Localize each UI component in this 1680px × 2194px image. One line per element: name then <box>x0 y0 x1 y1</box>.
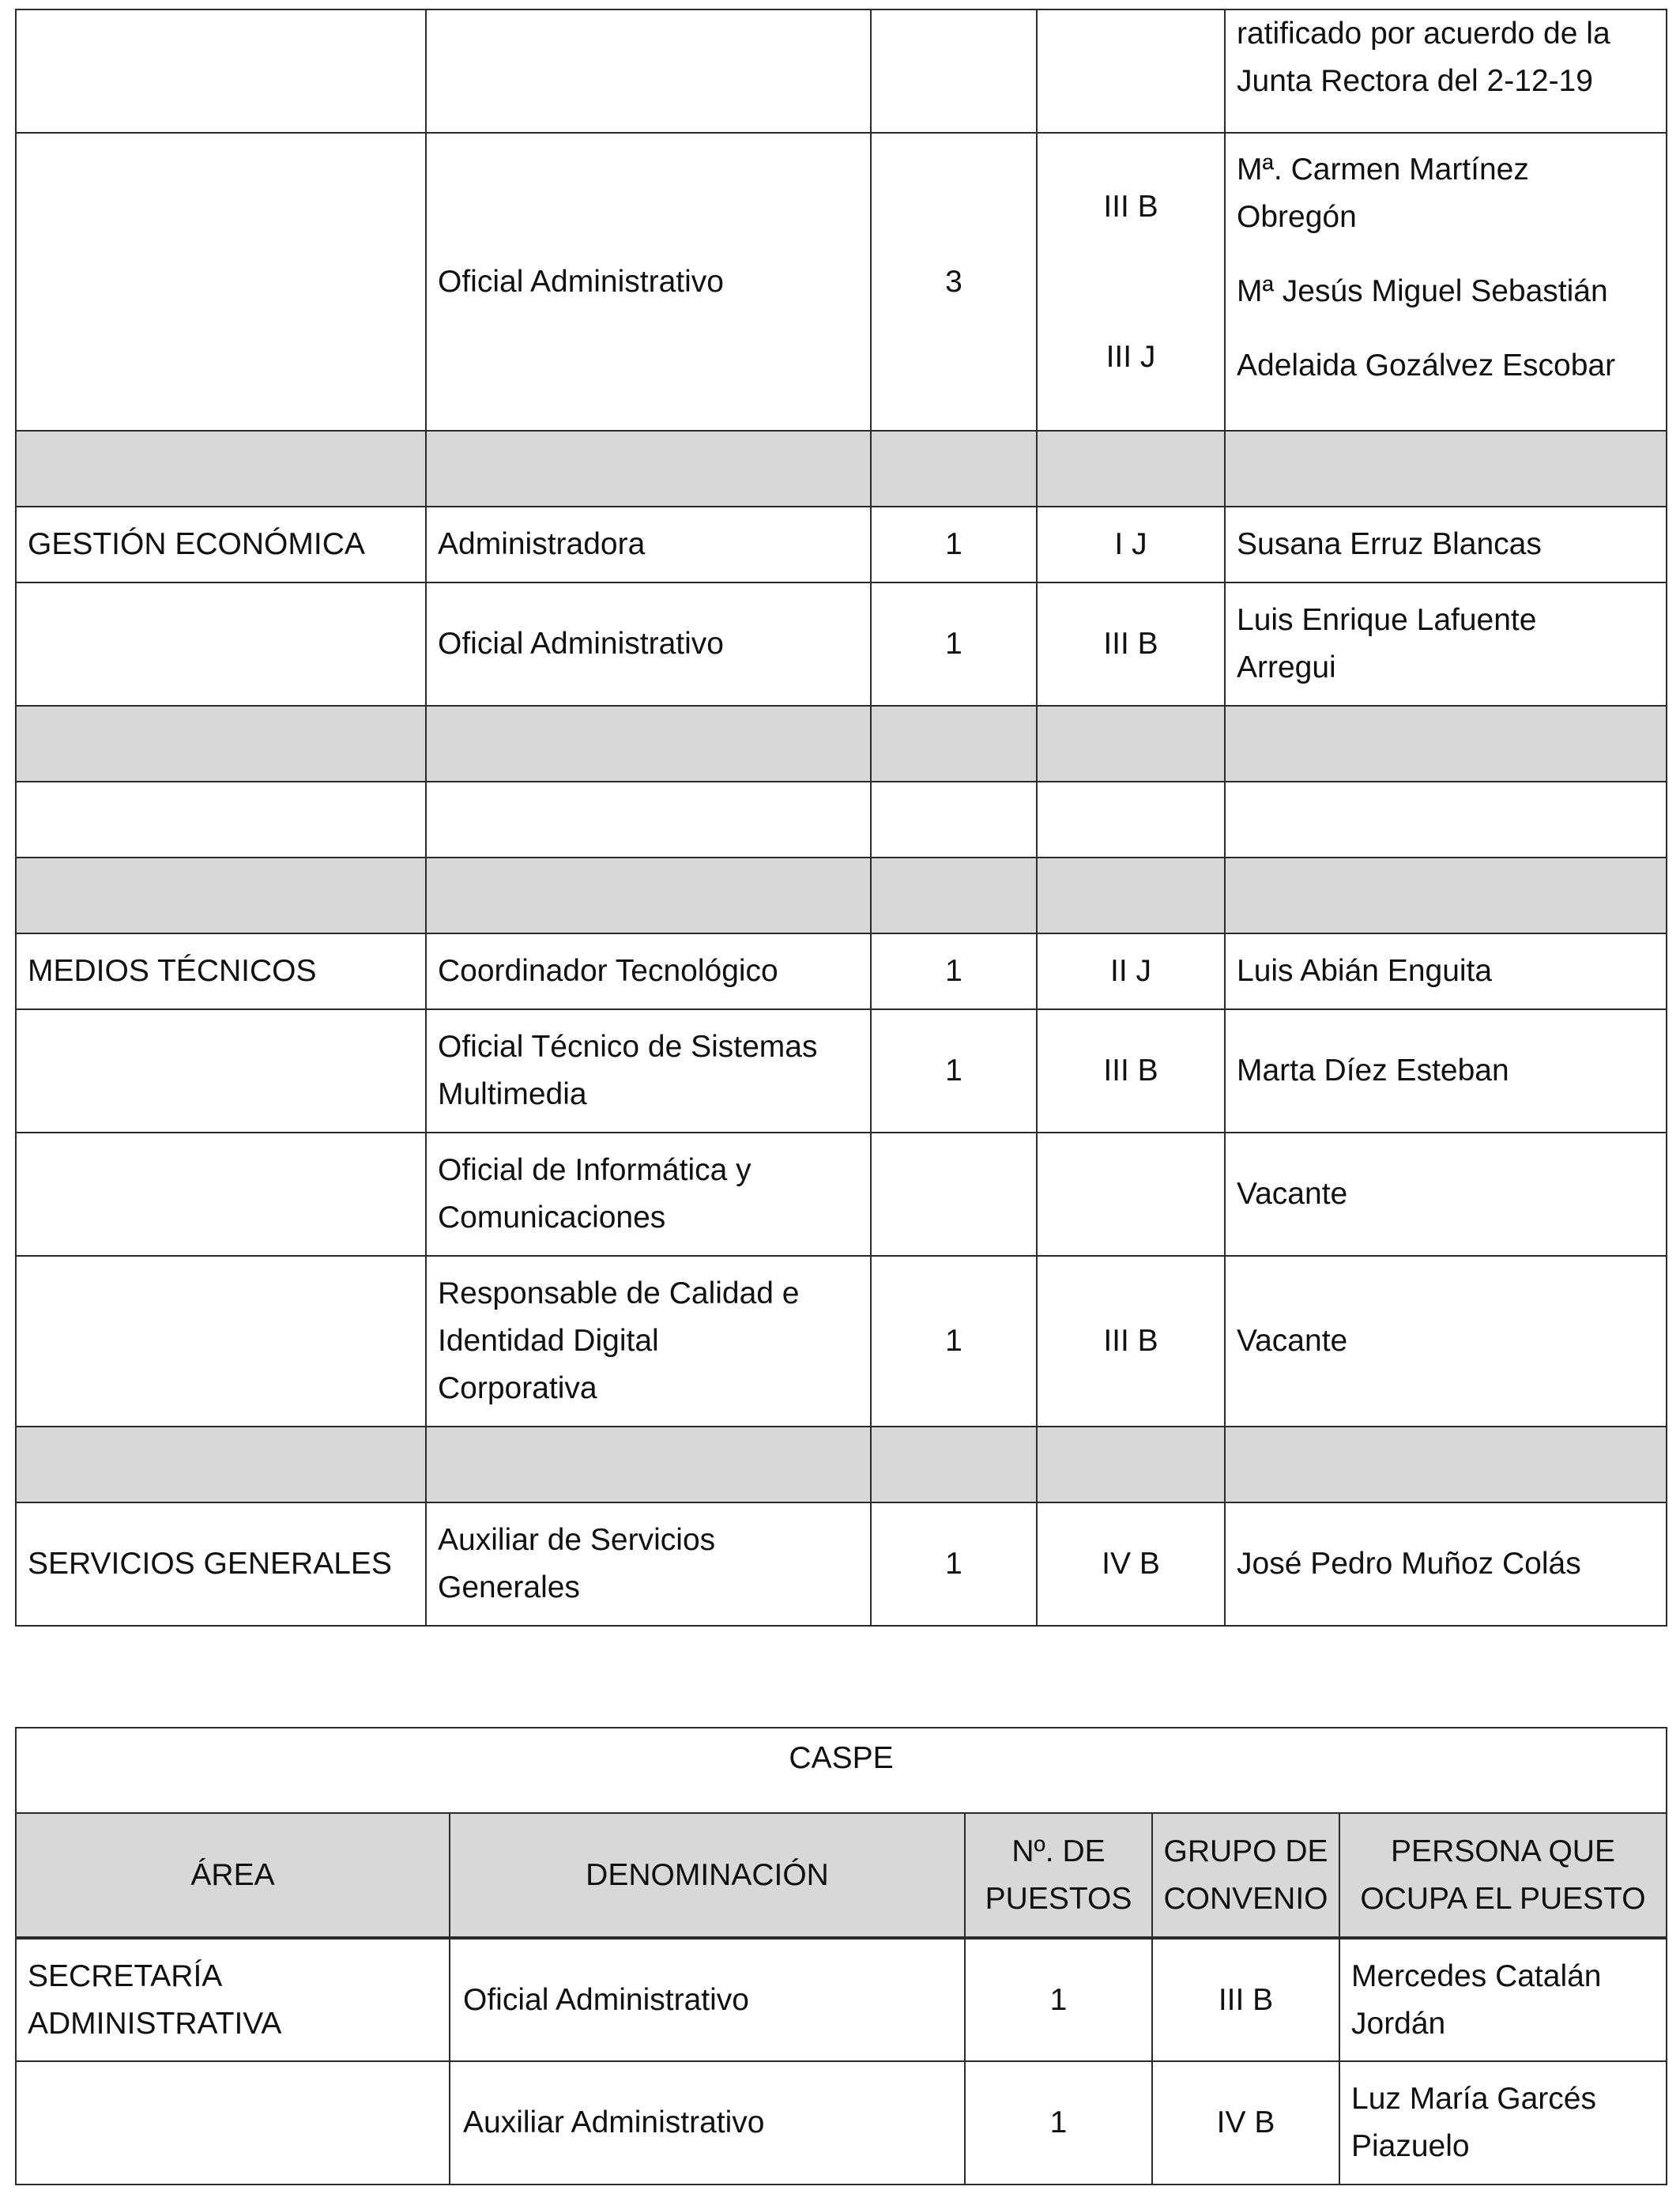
area-cell <box>16 1009 426 1133</box>
header-line: PUESTOS <box>985 1881 1132 1916</box>
denominacion-line: Oficial Técnico de Sistemas <box>438 1030 818 1064</box>
denominacion-cell: Administradora <box>426 507 871 582</box>
caspe-table <box>15 1727 1667 2185</box>
separator-row <box>16 1427 1667 1502</box>
denominacion-line: Generales <box>438 1570 580 1604</box>
denominacion-cell <box>426 1502 871 1626</box>
area-cell <box>16 1256 426 1427</box>
denominacion-cell: Coordinador Tecnológico <box>426 933 871 1009</box>
puestos-cell: 1 <box>871 1502 1037 1626</box>
grupo-cell: IV B <box>1037 1502 1225 1626</box>
denominacion-line: Auxiliar de Servicios <box>438 1523 716 1557</box>
area-cell <box>16 2061 450 2185</box>
area-line: SECRETARÍA <box>28 1958 223 1993</box>
grupo-cell: III B <box>1152 1938 1339 2061</box>
header-persona <box>1339 1813 1667 1938</box>
area-cell <box>16 133 426 431</box>
denominacion-cell <box>426 1133 871 1256</box>
puestos-cell: 1 <box>871 933 1037 1009</box>
persona-line: Junta Rectora del 2-12-19 <box>1237 64 1593 98</box>
separator-row <box>16 706 1667 782</box>
header-line: Nº. DE <box>1011 1834 1106 1868</box>
area-cell: MEDIOS TÉCNICOS <box>16 933 426 1009</box>
persona-cell: Marta Díez Esteban <box>1225 1009 1667 1133</box>
header-line: PERSONA QUE <box>1391 1834 1615 1868</box>
header-area: ÁREA <box>16 1813 450 1938</box>
persona-line: Luis Enrique Lafuente <box>1237 603 1537 637</box>
grupo-line: III J <box>1106 339 1156 374</box>
persona-cell <box>1225 582 1667 706</box>
table-row <box>16 582 1667 706</box>
persona-cell: Susana Erruz Blancas <box>1225 507 1667 582</box>
puestos-cell <box>871 9 1037 133</box>
puestos-cell: 1 <box>871 507 1037 582</box>
table-row <box>16 1009 1667 1133</box>
persona-line: Obregón <box>1237 200 1357 234</box>
denominacion-cell <box>426 1256 871 1427</box>
table-row <box>16 933 1667 1009</box>
denominacion-cell: Auxiliar Administrativo <box>450 2061 965 2185</box>
area-cell <box>16 1938 450 2061</box>
header-line: CONVENIO <box>1163 1881 1328 1916</box>
area-cell <box>16 582 426 706</box>
empty-row <box>16 782 1667 858</box>
denominacion-line: Oficial de Informática y <box>438 1153 751 1187</box>
grupo-cell: IV B <box>1152 2061 1339 2185</box>
denominacion-line: Identidad Digital <box>438 1324 659 1358</box>
persona-cell <box>1225 9 1667 133</box>
table-row <box>16 1938 1667 2061</box>
grupo-cell <box>1037 9 1225 133</box>
header-row <box>16 1813 1667 1938</box>
puestos-cell: 3 <box>871 133 1037 431</box>
persona-line: Adelaida Gozálvez Escobar <box>1237 349 1616 383</box>
persona-line: Mercedes Catalán <box>1351 1958 1602 1993</box>
persona-line: ratificado por acuerdo de la <box>1237 17 1610 51</box>
header-line: GRUPO DE <box>1163 1834 1328 1868</box>
header-grupo <box>1152 1813 1339 1938</box>
denominacion-cell: Oficial Administrativo <box>426 582 871 706</box>
persona-line: Mª. Carmen Martínez <box>1237 153 1529 187</box>
table-row <box>16 1502 1667 1626</box>
area-cell <box>16 9 426 133</box>
area-cell: SERVICIOS GENERALES <box>16 1502 426 1626</box>
persona-cell: Luis Abián Enguita <box>1225 933 1667 1009</box>
denominacion-cell: Oficial Administrativo <box>426 133 871 431</box>
denominacion-cell: Oficial Administrativo <box>450 1938 965 2061</box>
table-row <box>16 133 1667 431</box>
area-cell: GESTIÓN ECONÓMICA <box>16 507 426 582</box>
persona-line: Luz María Garcés <box>1351 2082 1596 2116</box>
denominacion-line: Comunicaciones <box>438 1201 666 1235</box>
table-row <box>16 9 1667 133</box>
denominacion-line: Responsable de Calidad e <box>438 1276 800 1310</box>
separator-row <box>16 858 1667 933</box>
puestos-cell: 1 <box>871 1009 1037 1133</box>
persona-cell <box>1339 2061 1667 2185</box>
staff-table-continued <box>15 9 1667 1627</box>
caption-row <box>16 1728 1667 1813</box>
grupo-cell <box>1037 133 1225 431</box>
denominacion-cell <box>426 9 871 133</box>
grupo-cell <box>1037 1133 1225 1256</box>
puestos-cell <box>871 1133 1037 1256</box>
persona-cell: José Pedro Muñoz Colás <box>1225 1502 1667 1626</box>
grupo-cell: III B <box>1037 1009 1225 1133</box>
grupo-cell: III B <box>1037 582 1225 706</box>
grupo-cell: III B <box>1037 1256 1225 1427</box>
grupo-line: III B <box>1103 189 1158 224</box>
grupo-cell: I J <box>1037 507 1225 582</box>
persona-line: Mª Jesús Miguel Sebastián <box>1237 274 1608 308</box>
grupo-cell: II J <box>1037 933 1225 1009</box>
persona-cell <box>1339 1938 1667 2061</box>
persona-cell: Vacante <box>1225 1133 1667 1256</box>
persona-line: Arregui <box>1237 650 1336 684</box>
table-caption: CASPE <box>16 1728 1667 1813</box>
area-line: ADMINISTRATIVA <box>28 2006 282 2041</box>
table-row <box>16 1256 1667 1427</box>
puestos-cell: 1 <box>965 1938 1152 2061</box>
puestos-cell: 1 <box>871 1256 1037 1427</box>
persona-line: Piazuelo <box>1351 2129 1470 2163</box>
denominacion-cell <box>426 1009 871 1133</box>
table-row <box>16 1133 1667 1256</box>
area-cell <box>16 1133 426 1256</box>
denominacion-line: Multimedia <box>438 1077 587 1111</box>
persona-cell: Vacante <box>1225 1256 1667 1427</box>
header-puestos <box>965 1813 1152 1938</box>
header-denominacion: DENOMINACIÓN <box>450 1813 965 1938</box>
separator-row <box>16 431 1667 507</box>
header-line: OCUPA EL PUESTO <box>1360 1881 1646 1916</box>
persona-cell <box>1225 133 1667 431</box>
persona-line: Jordán <box>1351 2006 1446 2041</box>
puestos-cell: 1 <box>965 2061 1152 2185</box>
table-row <box>16 2061 1667 2185</box>
denominacion-line: Corporativa <box>438 1371 597 1405</box>
table-row <box>16 507 1667 582</box>
puestos-cell: 1 <box>871 582 1037 706</box>
